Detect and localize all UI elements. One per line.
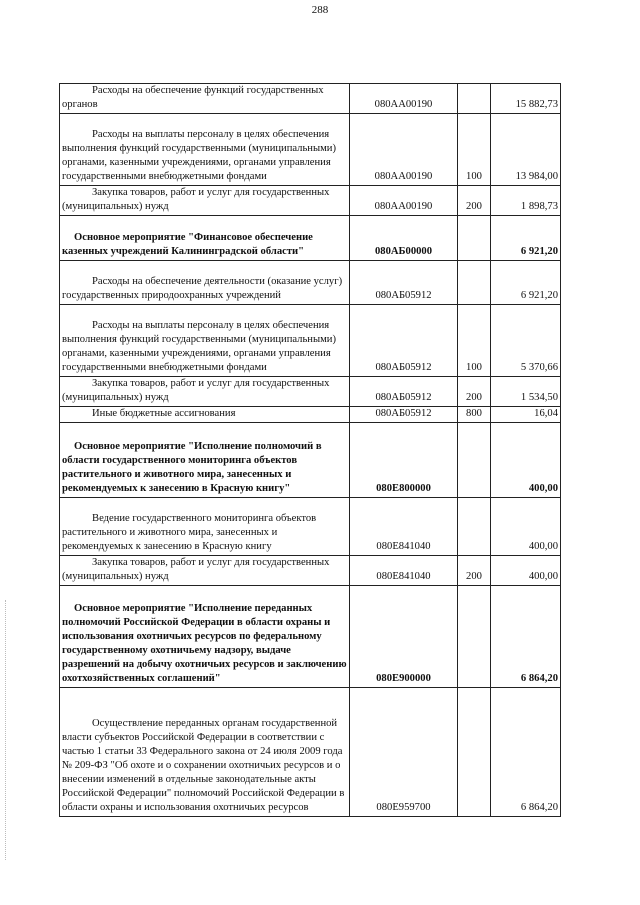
cell-amount: 400,00 <box>491 556 561 586</box>
table-row <box>60 216 561 261</box>
row-name-text: Ведение государственного мониторинга объектов растительного и животного мира, занесенных и рекомендуемых к занесению в Красную книгу <box>62 513 317 552</box>
cell-name <box>60 114 350 186</box>
row-name-text: Иные бюджетные ассигнования <box>92 408 236 419</box>
cell-amount: 400,00 <box>491 423 561 498</box>
cell-expense-type <box>458 423 491 498</box>
row-name-text: Осуществление переданных органам государственной власти субъектов Российской Федерации в соответствии с частью 1 статьи 33 Федерального закона от 24 июля 2009 года № 209-ФЗ "Об охоте и о сохранении охотничьих ресурсов и о внесении изменений в отдельные законодательные акты Российской Федерации" полномочий Российской Федерации в области охраны и использования охотничьих ресурсов <box>62 718 345 813</box>
cell-expense-type: 100 <box>458 114 491 186</box>
cell-target-code: 080АБ05912 <box>350 407 458 423</box>
table-row <box>60 305 561 377</box>
page-number: 288 <box>311 4 329 16</box>
row-name-text: Основное мероприятие "Исполнение переданных полномочий Российской Федерации в области охраны и использования охотничьих ресурсов по федеральному государственному охотничьему надзору, выдаче разрешений на добычу охотничьих ресурсов и заключению охотхозяйственных соглашений" <box>62 603 347 684</box>
cell-target-code: 080АБ05912 <box>350 377 458 407</box>
cell-name <box>60 186 350 216</box>
row-name-text: Расходы на обеспечение деятельности (оказание услуг) государственных природоохранных учреждений <box>62 276 343 301</box>
row-name-text: Основное мероприятие "Финансовое обеспечение казенных учреждений Калининградской области" <box>62 232 313 257</box>
cell-expense-type <box>458 498 491 556</box>
table-row <box>60 377 561 407</box>
cell-name <box>60 586 350 688</box>
table-row <box>60 84 561 114</box>
row-name-text: Расходы на обеспечение функций государственных органов <box>62 85 324 110</box>
cell-name <box>60 216 350 261</box>
cell-amount: 6 864,20 <box>491 586 561 688</box>
cell-amount: 1 898,73 <box>491 186 561 216</box>
row-name-text: Расходы на выплаты персоналу в целях обеспечения выполнения функций государственными (муниципальными) органами, казенными учреждениями, органами управления государственными внебюджетными фондами <box>62 129 336 182</box>
cell-target-code: 080Е900000 <box>350 586 458 688</box>
cell-name <box>60 261 350 305</box>
cell-target-code: 080Е841040 <box>350 556 458 586</box>
cell-name <box>60 305 350 377</box>
cell-target-code: 080АБ00000 <box>350 216 458 261</box>
table-row <box>60 688 561 817</box>
table-row <box>60 261 561 305</box>
cell-expense-type <box>458 84 491 114</box>
cell-name <box>60 688 350 817</box>
cell-amount: 13 984,00 <box>491 114 561 186</box>
table-row <box>60 556 561 586</box>
margin-marks <box>5 600 8 860</box>
cell-target-code: 080АБ05912 <box>350 261 458 305</box>
cell-target-code: 080АА00190 <box>350 186 458 216</box>
table-row <box>60 423 561 498</box>
cell-amount: 400,00 <box>491 498 561 556</box>
cell-expense-type <box>458 688 491 817</box>
table-row <box>60 186 561 216</box>
cell-amount: 16,04 <box>491 407 561 423</box>
row-name-text: Закупка товаров, работ и услуг для государственных (муниципальных) нужд <box>62 187 330 212</box>
cell-target-code: 080Е959700 <box>350 688 458 817</box>
cell-amount: 6 864,20 <box>491 688 561 817</box>
cell-expense-type: 200 <box>458 556 491 586</box>
cell-name <box>60 423 350 498</box>
cell-target-code: 080Е841040 <box>350 498 458 556</box>
cell-target-code: 080АБ05912 <box>350 305 458 377</box>
cell-amount: 5 370,66 <box>491 305 561 377</box>
budget-table <box>59 83 561 817</box>
cell-expense-type <box>458 216 491 261</box>
row-name-text: Расходы на выплаты персоналу в целях обеспечения выполнения функций государственными (муниципальными) органами, казенными учреждениями, органами управления государственными внебюджетными фондами <box>62 320 336 373</box>
cell-expense-type: 200 <box>458 377 491 407</box>
cell-amount: 15 882,73 <box>491 84 561 114</box>
table-row <box>60 407 561 423</box>
cell-target-code: 080Е800000 <box>350 423 458 498</box>
table-row <box>60 114 561 186</box>
row-name-text: Основное мероприятие "Исполнение полномочий в области государственного мониторинга объектов растительного и животного мира, занесенных и рекомендуемых к занесению в Красную книгу" <box>62 441 322 494</box>
cell-expense-type: 200 <box>458 186 491 216</box>
cell-expense-type <box>458 261 491 305</box>
cell-target-code: 080АА00190 <box>350 114 458 186</box>
cell-target-code: 080АА00190 <box>350 84 458 114</box>
cell-name <box>60 84 350 114</box>
cell-amount: 1 534,50 <box>491 377 561 407</box>
row-name-text: Закупка товаров, работ и услуг для государственных (муниципальных) нужд <box>62 557 330 582</box>
cell-name <box>60 498 350 556</box>
cell-expense-type: 800 <box>458 407 491 423</box>
cell-name <box>60 407 350 423</box>
table-row <box>60 498 561 556</box>
cell-expense-type: 100 <box>458 305 491 377</box>
table-row <box>60 586 561 688</box>
row-name-text: Закупка товаров, работ и услуг для государственных (муниципальных) нужд <box>62 378 330 403</box>
cell-expense-type <box>458 586 491 688</box>
cell-name <box>60 377 350 407</box>
budget-table-body <box>60 84 561 817</box>
cell-amount: 6 921,20 <box>491 261 561 305</box>
cell-amount: 6 921,20 <box>491 216 561 261</box>
cell-name <box>60 556 350 586</box>
